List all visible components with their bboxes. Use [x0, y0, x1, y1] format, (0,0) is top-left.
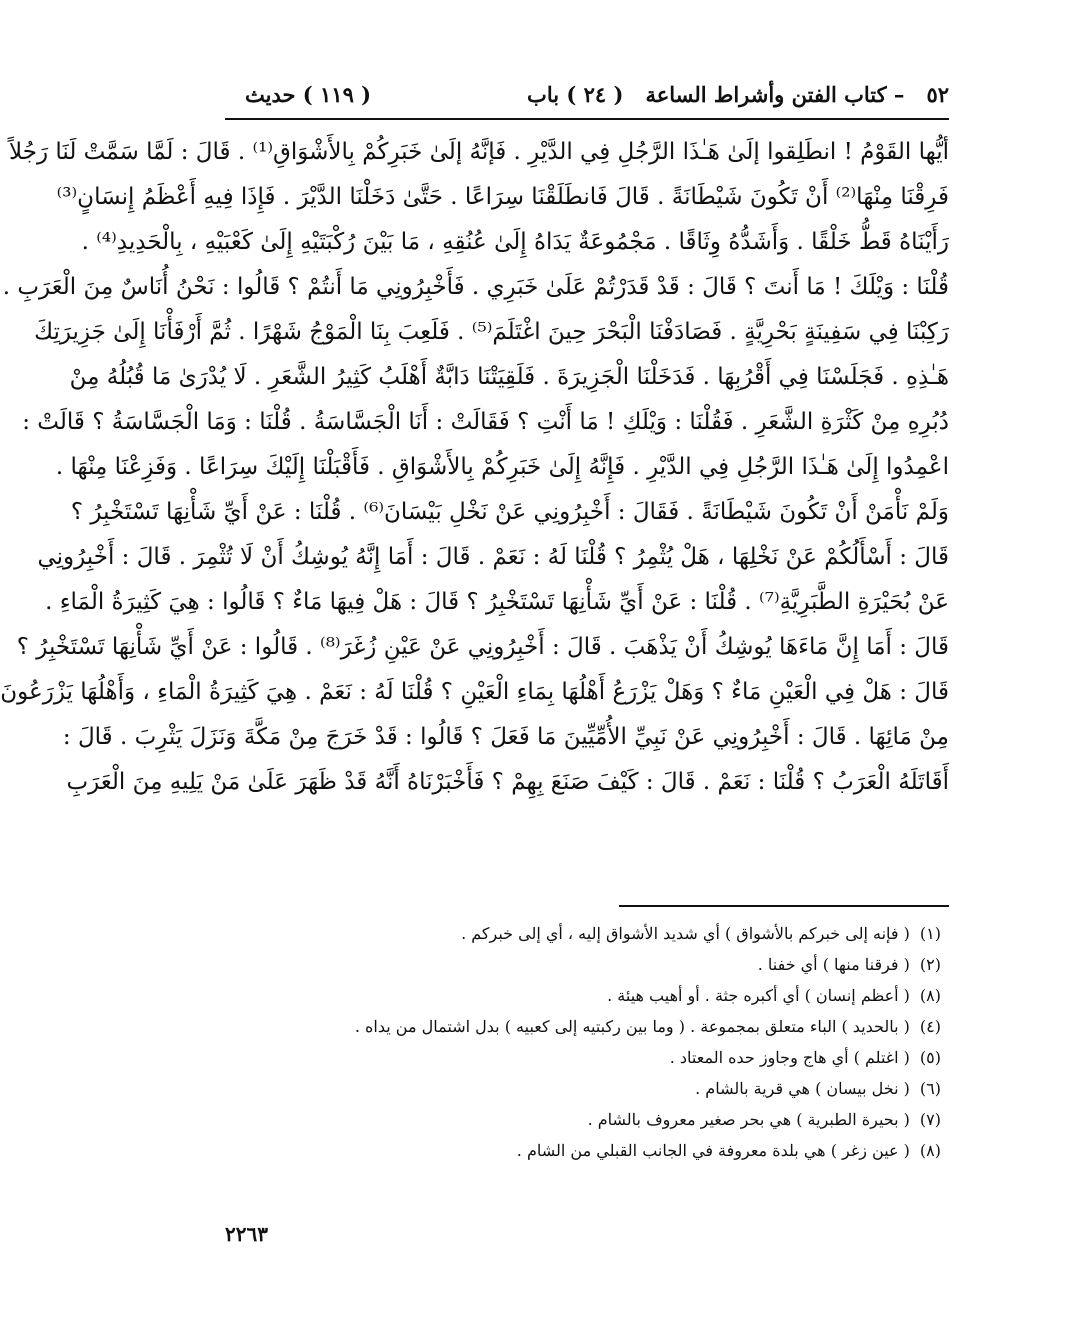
footnote-number: (٨) — [919, 1141, 941, 1160]
footnote-text: ( بالحديد ) الباء متعلق بمجموعة . ( وما بين ركبتيه إلى كعبيه ) بدل اشتمال من يداه . — [354, 1017, 910, 1036]
text-line: هَـٰذِهِ . فَجَلَسْنَا فِي أَقْرُبِهَا . فَدَخَلْنَا الْجَزِيرَةَ . فَلَقِيَتْنَا دَابَّةٌ أَهْلَبُ كَثِيرُ الشَّعَرِ . لَا يُدْرَىٰ مَا قُبُلُهُ مِنْ — [69, 364, 949, 390]
text-line: قَالَ : أَمَا إِنَّ مَاءَهَا يُوشِكُ أَنْ يَذْهَبَ . قَالَ : أَخْبِرُونِي عَنْ عَيْنِ زُغَرَ⁽⁸⁾ . قَالُوا : عَنْ أَيِّ شَأْنِهَا تَسْتَخْبِرُ ؟ — [16, 634, 949, 660]
chapter-label: ( ٢٤ ) باب — [527, 82, 624, 107]
text-line: مِنْ مَائِهَا . قَالَ : أَخْبِرُونِي عَنْ نَبِيِّ الأُمِّيِّينَ مَا فَعَلَ ؟ قَالُوا : قَدْ خَرَجَ مِنْ مَكَّةَ وَنَزَلَ يَثْرِبَ . قَالَ : — [62, 724, 949, 750]
text-line: رَأَيْنَاهُ قَطُّ خَلْقًا . وَأَشَدُّهُ وِثَاقًا . مَجْمُوعَةٌ يَدَاهُ إِلَىٰ عُنُقِهِ ، مَا بَيْنَ رُكْبَتَيْهِ إِلَىٰ كَعْبَيْهِ ، بِالْحَدِيدِ⁽⁴⁾ . — [81, 229, 949, 255]
footnote-number: (١) — [919, 924, 941, 943]
running-header — [225, 80, 949, 120]
text-line: دُبُرِهِ مِنْ كَثْرَةِ الشَّعَرِ . فَقُلْنَا : وَيْلَكِ ! مَا أَنْتِ ؟ فَقَالَتْ : أَنَا الْجَسَّاسَةُ . قُلْنَا : وَمَا الْجَسَّاسَةُ ؟ قَالَتْ : — [22, 409, 949, 435]
footnote-number: (٦) — [919, 1079, 941, 1098]
footnote-number: (٤) — [919, 1017, 941, 1036]
footnote-number: (٨) — [919, 986, 941, 1005]
footnote-number: (٥) — [919, 1048, 941, 1067]
footnote-separator — [619, 905, 949, 907]
footnote-text: ( فرقنا منها ) أي خفنا . — [757, 955, 910, 974]
text-line: عَنْ بُحَيْرَةِ الطَّبَرِيَّةِ⁽⁷⁾ . قُلْنَا : عَنْ أَيِّ شَأْنِهَا تَسْتَخْبِرُ ؟ قَالَ : هَلْ فِيهَا مَاءٌ ؟ قَالُوا : هِيَ كَثِيرَةُ الْمَاءِ . — [45, 589, 949, 615]
text-line: رَكِبْنَا فِي سَفِينَةٍ بَحْرِيَّةٍ . فَصَادَفْنَا الْبَحْرَ حِينَ اغْتَلَمَ⁽⁵⁾ . فَلَعِبَ بِنَا الْمَوْجُ شَهْرًا . ثُمَّ أَرْفَأْنَا إِلَىٰ جَزِيرَتِكَ — [34, 319, 949, 345]
footnote-text: ( فإنه إلى خبركم بالأشواق ) أي شديد الأشواق إليه ، أي إلى خبركم . — [461, 924, 910, 943]
footnote — [215, 1011, 941, 1042]
text-line: أيُّها القَوْمُ ! انطَلِقوا إلَىٰ هَـٰذَا الرَّجُلِ فِي الدَّيْرِ . فَإنَّهُ إلَىٰ خَبَرِكُمْ بِالأَشْوَاقِ⁽¹⁾ . قَالَ : لَمَّا سَمَّتْ لَنَا رَجُلاً — [9, 139, 949, 165]
text-line: قَالَ : هَلْ فِي الْعَيْنِ مَاءٌ ؟ وَهَلْ يَزْرَعُ أَهْلُهَا بِمَاءِ الْعَيْنِ ؟ قُلْنَا لَهُ : نَعَمْ . هِيَ كَثِيرَةُ الْمَاءِ ، وَأَهْلُهَا يَزْرَعُونَ — [0, 679, 949, 705]
footnote-number: (٧) — [919, 1110, 941, 1129]
footnote-number: (٢) — [919, 955, 941, 974]
text-line: قَالَ : أَسْأَلُكُمْ عَنْ نَخْلِهَا ، هَلْ يُثْمِرُ ؟ قُلْنَا لَهُ : نَعَمْ . قَالَ : أَمَا إِنَّهُ يُوشِكُ أَنْ لَا تُثْمِرَ . قَالَ : أَخْبِرُونِي — [37, 544, 949, 570]
page-number-bottom: ٢٢٦٣ — [225, 1222, 268, 1246]
footnote — [215, 918, 941, 949]
footnote — [215, 1104, 941, 1135]
footnote — [215, 1042, 941, 1073]
footnote-text: ( نخل بيسان ) هي قرية بالشام . — [695, 1079, 910, 1098]
footnote — [215, 1135, 941, 1166]
footnote — [215, 980, 941, 1011]
footnote-text: ( اغتلم ) أي هاج وجاوز حده المعتاد . — [669, 1048, 910, 1067]
text-line: فَرِقْنَا مِنْهَا⁽²⁾ أَنْ تَكُونَ شَيْطَانَةً . قَالَ فَانطَلَقْنَا سِرَاعًا . حَتَّىٰ دَخَلْنَا الدَّيْرَ . فَإِذَا فِيهِ أَعْظَمُ إِنسَانٍ⁽³⁾ — [56, 184, 949, 210]
header-right — [505, 82, 949, 107]
footnote-text: ( بحيرة الطبرية ) هي بحر صغير معروف بالشام . — [587, 1110, 910, 1129]
footnote-text: ( أعظم إنسان ) أي أكبره جثة . أو أهيب هيئة . — [607, 986, 910, 1005]
hadith-number: ( ١١٩ ) حديث — [245, 82, 372, 107]
footnote-text: ( عين زغر ) هي بلدة معروفة في الجانب القبلي من الشام . — [516, 1141, 910, 1160]
text-line: قُلْنَا : وَيْلَكَ ! مَا أَنتَ ؟ قَالَ : قَدْ قَدَرْتُمْ عَلَىٰ خَبَرِي . فَأَخْبِرُونِي مَا أَنتُمْ ؟ قَالُوا : نَحْنُ أُنَاسٌ مِنَ الْعَرَبِ . — [2, 274, 949, 300]
footnote — [215, 1073, 941, 1104]
book-title: – كتاب الفتن وأشراط الساعة — [645, 82, 905, 107]
page-number: ٥٢ — [926, 82, 949, 107]
footnote — [215, 949, 941, 980]
text-line: أَقَاتَلَهُ الْعَرَبُ ؟ قُلْنَا : نَعَمْ . قَالَ : كَيْفَ صَنَعَ بِهِمْ ؟ فَأَخْبَرْنَاهُ أَنَّهُ قَدْ ظَهَرَ عَلَىٰ مَنْ يَلِيهِ مِنَ الْعَرَبِ — [66, 769, 949, 795]
text-line: وَلَمْ نَأْمَنْ أَنْ تَكُونَ شَيْطَانَةً . فَقَالَ : أَخْبِرُونِي عَنْ نَخْلِ بَيْسَانَ⁽⁶⁾ . قُلْنَا : عَنْ أَيِّ شَأْنِهَا تَسْتَخْبِرُ ؟ — [70, 499, 949, 525]
hadith-text — [0, 130, 949, 805]
footnotes — [215, 918, 941, 1166]
text-line: اعْمِدُوا إِلَىٰ هَـٰذَا الرَّجُلِ فِي الدَّيْرِ . فَإِنَّهُ إِلَىٰ خَبَرِكُمْ بِالأَشْوَاقِ . فَأَقْبَلْنَا إِلَيْكَ سِرَاعًا . وَفَزِعْنَا مِنْهَا . — [55, 454, 949, 480]
